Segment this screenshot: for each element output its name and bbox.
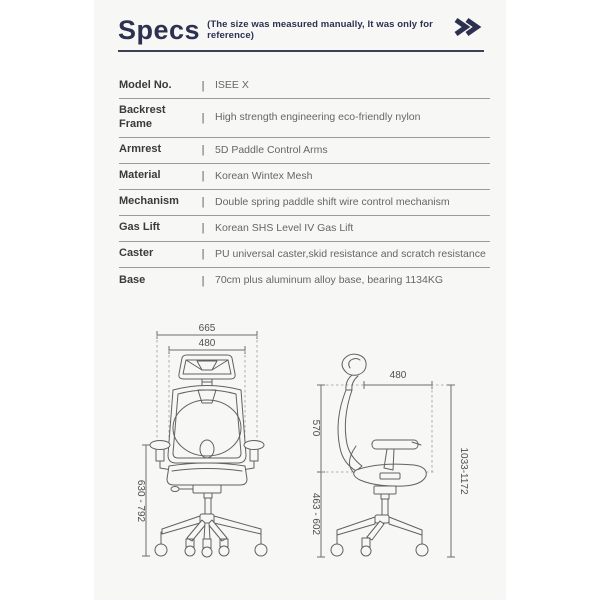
- spec-separator: |: [201, 274, 205, 287]
- spec-table: [119, 73, 490, 294]
- spec-separator: |: [201, 196, 205, 208]
- table-row: [119, 73, 490, 99]
- table-row: [119, 164, 490, 190]
- table-row: [119, 216, 490, 242]
- table-row: [119, 268, 490, 294]
- front-view-drawing: [135, 323, 267, 557]
- side-overall-height-label: 1033-1172: [458, 447, 469, 495]
- spec-value: ISEE X: [215, 79, 249, 92]
- spec-sheet-panel: [94, 0, 506, 600]
- spec-separator: |: [201, 248, 205, 260]
- side-view-drawing: [310, 354, 469, 557]
- spec-label: Base: [119, 273, 146, 286]
- spec-separator: |: [201, 79, 205, 92]
- spec-value: 70cm plus aluminum alloy base, bearing 1134KG: [215, 274, 444, 287]
- spec-label: Armrest: [119, 143, 162, 156]
- table-row: [119, 99, 490, 138]
- spec-separator: |: [201, 144, 205, 156]
- table-row: [119, 242, 490, 268]
- table-row: [119, 190, 490, 216]
- front-inner-width-label: 480: [198, 338, 216, 349]
- header-divider: [118, 50, 484, 52]
- side-back-height-label: 570: [310, 419, 321, 437]
- table-row: [119, 138, 490, 164]
- spec-label: Material: [119, 169, 161, 182]
- side-top-width-label: 480: [389, 370, 407, 381]
- front-outer-width-label: 665: [198, 323, 216, 334]
- side-seat-height-label: 463 - 602: [310, 492, 321, 536]
- dimension-diagrams: [94, 318, 506, 600]
- spec-value: Korean SHS Level IV Gas Lift: [215, 221, 354, 234]
- spec-label: Caster: [119, 247, 154, 260]
- spec-separator: |: [201, 222, 205, 234]
- spec-value: PU universal caster,skid resistance and scratch resistance: [215, 247, 486, 260]
- spec-label: Model No.: [119, 78, 172, 91]
- spec-label: Mechanism: [119, 195, 179, 208]
- page-title: Specs: [118, 15, 201, 45]
- spec-separator: |: [201, 111, 205, 124]
- double-chevron-icon: [452, 16, 484, 43]
- page-subtitle: (The size was measured manually, It was only for reference): [207, 19, 433, 41]
- front-height-range-label: 630 - 792: [135, 479, 146, 523]
- spec-label: Backrest Frame: [119, 104, 166, 130]
- spec-value: Korean Wintex Mesh: [215, 169, 313, 182]
- spec-label: Gas Lift: [119, 221, 160, 234]
- spec-separator: |: [201, 170, 205, 182]
- spec-value: 5D Paddle Control Arms: [215, 143, 328, 156]
- spec-value: Double spring paddle shift wire control mechanism: [215, 195, 450, 208]
- spec-value: High strength engineering eco-friendly nylon: [215, 111, 421, 124]
- header: [118, 16, 484, 44]
